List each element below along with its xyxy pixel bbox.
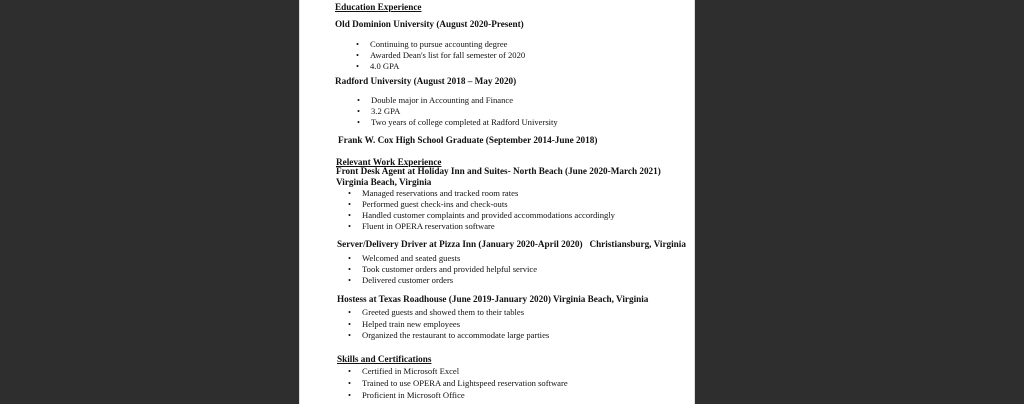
list-item: • Delivered customer orders — [348, 275, 454, 285]
education-heading: Education Experience — [335, 2, 422, 12]
skills-heading: Skills and Certifications — [337, 354, 432, 364]
list-item: • Handled customer complaints and provided accommodations accordingly — [348, 210, 615, 220]
odu-title: Old Dominion University (August 2020-Present) — [335, 19, 524, 29]
list-item: • Trained to use OPERA and Lightspeed reservation software — [348, 378, 568, 388]
work-heading: Relevant Work Experience — [336, 157, 442, 167]
list-item: • Performed guest check-ins and check-outs — [348, 199, 508, 209]
list-item: • Greeted guests and showed them to their tables — [348, 307, 525, 317]
list-item: • Awarded Dean's list for fall semester of 2020 — [356, 50, 526, 60]
highschool-title: Frank W. Cox High School Graduate (September 2014-June 2018) — [338, 135, 598, 145]
pizza-title: Server/Delivery Driver at Pizza Inn (January 2020-April 2020) Christiansburg, Virginia — [337, 239, 686, 249]
left-background — [0, 0, 299, 404]
list-item: • Welcomed and seated guests — [348, 253, 461, 263]
list-item: • Two years of college completed at Radford University — [357, 117, 558, 127]
list-item: • Proficient in Microsoft Office — [348, 390, 465, 400]
list-item: • Managed reservations and tracked room rates — [348, 188, 519, 198]
list-item: • Helped train new employees — [348, 319, 461, 329]
resume-page — [299, 0, 695, 404]
list-item: • Continuing to pursue accounting degree — [356, 39, 508, 49]
list-item: • Certified in Microsoft Excel — [348, 366, 460, 376]
list-item: • Took customer orders and provided helpful service — [348, 264, 538, 274]
list-item: • 3.2 GPA — [357, 106, 401, 116]
list-item: • Fluent in OPERA reservation software — [348, 221, 495, 231]
holiday-title: Front Desk Agent at Holiday Inn and Suites- North Beach (June 2020-March 2021) Virginia Beach, Virginia — [336, 166, 661, 187]
radford-title: Radford University (August 2018 – May 2020) — [335, 76, 517, 86]
texas-title: Hostess at Texas Roadhouse (June 2019-January 2020) Virginia Beach, Virginia — [337, 294, 649, 304]
right-background — [695, 0, 1024, 404]
list-item: • Double major in Accounting and Finance — [357, 95, 514, 105]
list-item: • Organized the restaurant to accommodate large parties — [348, 330, 550, 340]
list-item: • 4.0 GPA — [356, 61, 400, 71]
